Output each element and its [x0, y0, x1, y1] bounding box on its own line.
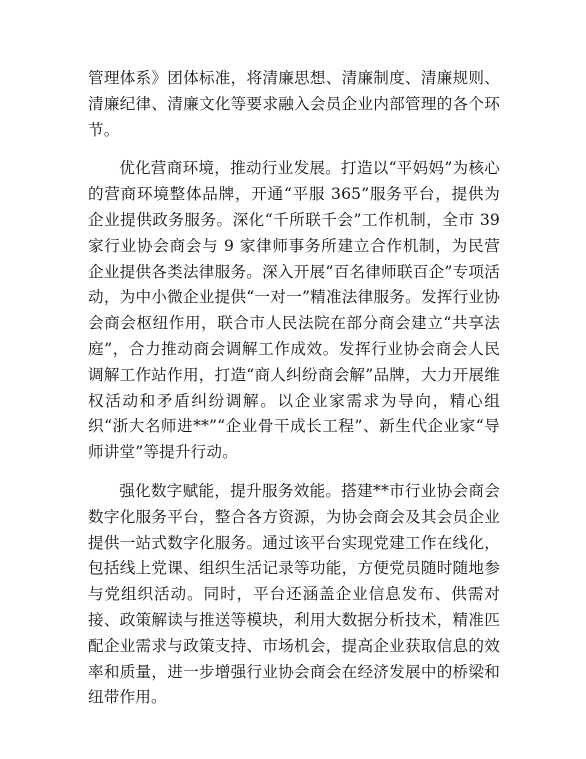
paragraph-business-environment: 优化营商环境，推动行业发展。打造以“平妈妈”为核心的营商环境整体品牌，开通“平服 365”服务平台，提供为企业提供政务服务。深化“千所联千会”工作机制，全市 39 家行业协会商会与 9 家律师事务所建立合作机制，为民营企业提供各类法律服务。深入开展“百名律师联百企”专项活动，为中小微企业提供“一对一”精准法律服务。发挥行业协会商会枢纽作用，联合市人民法院在部分商会建立“共享法庭”，合力推动商会调解工作成效。发挥行业协会商会人民调解工作站作用，打造“商人纠纷商会解”品牌，大力开展维权活动和矛盾纠纷调解。以企业家需求为导向，精心组织“浙大名师进**”“企业骨干成长工程”、新生代企业家“导师讲堂”等提升行动。: [88, 159, 500, 462]
paragraph-continuation: 管理体系》团体标准，将清廉思想、清廉制度、清廉规则、清廉纪律、清廉文化等要求融入会员企业内部管理的各个环节。: [88, 69, 500, 139]
document-body: [88, 66, 500, 724]
paragraph-digital-empowerment: 强化数字赋能，提升服务效能。搭建**市行业协会商会数字化服务平台，整合各方资源，为协会商会及其会员企业提供一站式数字化服务。通过该平台实现党建工作在线化，包括线上党课、组织生活记录等功能，方便党员随时随地参与党组织活动。同时，平台还涵盖企业信息发布、供需对接、政策解读与推送等模块，利用大数据分析技术，精准匹配企业需求与政策支持、市场机会，提高企业获取信息的效率和质量，进一步增强行业协会商会在经济发展中的桥梁和纽带作用。: [88, 481, 500, 707]
